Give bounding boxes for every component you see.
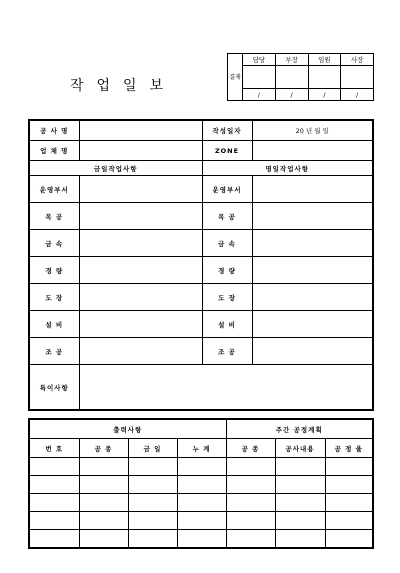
tomorrow-field[interactable] xyxy=(252,311,373,338)
table-row xyxy=(29,476,373,494)
row-label: 설 비 xyxy=(29,311,79,338)
today-field[interactable] xyxy=(79,203,202,230)
today-field[interactable] xyxy=(79,257,202,284)
table-cell[interactable] xyxy=(226,512,275,530)
table-row xyxy=(29,530,373,549)
row-label: 목 공 xyxy=(202,203,252,230)
table-cell[interactable] xyxy=(177,494,226,512)
tomorrow-field[interactable] xyxy=(252,203,373,230)
tomorrow-field[interactable] xyxy=(252,257,373,284)
output-header: 출력사항 xyxy=(29,419,226,439)
table-cell[interactable] xyxy=(29,494,79,512)
company-name-field[interactable] xyxy=(79,141,202,161)
approval-role: 담당 xyxy=(243,54,276,66)
special-notes-label: 특이사항 xyxy=(29,365,79,411)
zone-label: ZONE xyxy=(202,141,252,161)
row-label: 도 장 xyxy=(29,284,79,311)
signature-cell[interactable] xyxy=(243,66,276,89)
tomorrow-field[interactable] xyxy=(252,284,373,311)
table-cell[interactable] xyxy=(29,476,79,494)
column-header: 공 종 xyxy=(226,439,275,458)
tomorrow-field[interactable] xyxy=(252,338,373,365)
company-name-label: 업 체 명 xyxy=(29,141,79,161)
table-cell[interactable] xyxy=(275,494,325,512)
project-name-label: 공 사 명 xyxy=(29,120,79,141)
column-header: 금 일 xyxy=(128,439,177,458)
column-header: 누 계 xyxy=(177,439,226,458)
today-field[interactable] xyxy=(79,311,202,338)
table-cell[interactable] xyxy=(177,512,226,530)
approval-date[interactable]: / xyxy=(275,89,308,101)
today-work-header: 금일작업사항 xyxy=(29,161,202,176)
table-row xyxy=(29,458,373,476)
date-label: 작성일자 xyxy=(202,120,252,141)
signature-cell[interactable] xyxy=(341,66,374,89)
table-cell[interactable] xyxy=(275,512,325,530)
approval-date[interactable]: / xyxy=(341,89,374,101)
table-row xyxy=(29,494,373,512)
table-cell[interactable] xyxy=(128,530,177,549)
zone-field[interactable] xyxy=(252,141,373,161)
tomorrow-field[interactable] xyxy=(252,230,373,257)
row-label: 조 공 xyxy=(202,338,252,365)
table-cell[interactable] xyxy=(226,530,275,549)
table-cell[interactable] xyxy=(325,512,373,530)
table-cell[interactable] xyxy=(325,494,373,512)
row-label: 경 량 xyxy=(202,257,252,284)
approval-role: 부장 xyxy=(275,54,308,66)
column-header: 공 정 율 xyxy=(325,439,373,458)
table-cell[interactable] xyxy=(325,530,373,549)
row-label: 목 공 xyxy=(29,203,79,230)
table-cell[interactable] xyxy=(79,530,128,549)
table-cell[interactable] xyxy=(325,476,373,494)
table-cell[interactable] xyxy=(29,530,79,549)
row-label: 경 량 xyxy=(29,257,79,284)
table-cell[interactable] xyxy=(177,530,226,549)
tomorrow-field[interactable] xyxy=(252,176,373,203)
page-title: 작업일보 xyxy=(70,78,177,94)
row-label: 설 비 xyxy=(202,311,252,338)
table-cell[interactable] xyxy=(128,458,177,476)
table-cell[interactable] xyxy=(325,458,373,476)
approval-side-label: 결재 xyxy=(228,54,243,101)
approval-box xyxy=(227,53,374,101)
table-cell[interactable] xyxy=(226,458,275,476)
special-notes-field[interactable] xyxy=(79,365,373,411)
row-label: 운영부서 xyxy=(202,176,252,203)
table-cell[interactable] xyxy=(275,530,325,549)
table-cell[interactable] xyxy=(226,494,275,512)
date-field[interactable]: 20 년 월 일 xyxy=(252,120,373,141)
table-cell[interactable] xyxy=(79,494,128,512)
row-label: 금 속 xyxy=(29,230,79,257)
today-field[interactable] xyxy=(79,338,202,365)
tomorrow-work-header: 명일작업사항 xyxy=(202,161,373,176)
today-field[interactable] xyxy=(79,176,202,203)
table-cell[interactable] xyxy=(29,458,79,476)
table-cell[interactable] xyxy=(275,458,325,476)
table-cell[interactable] xyxy=(79,512,128,530)
approval-date[interactable]: / xyxy=(308,89,341,101)
approval-role: 임원 xyxy=(308,54,341,66)
table-cell[interactable] xyxy=(128,512,177,530)
table-row xyxy=(29,512,373,530)
table-cell[interactable] xyxy=(128,476,177,494)
approval-role: 사장 xyxy=(341,54,374,66)
approval-date[interactable]: / xyxy=(243,89,276,101)
work-log-table xyxy=(28,119,374,411)
today-field[interactable] xyxy=(79,230,202,257)
column-header: 번 호 xyxy=(29,439,79,458)
row-label: 운영부서 xyxy=(29,176,79,203)
row-label: 조 공 xyxy=(29,338,79,365)
project-name-field[interactable] xyxy=(79,120,202,141)
table-cell[interactable] xyxy=(128,494,177,512)
row-label: 도 장 xyxy=(202,284,252,311)
table-cell[interactable] xyxy=(79,458,128,476)
table-cell[interactable] xyxy=(79,476,128,494)
column-header: 공 종 xyxy=(79,439,128,458)
signature-cell[interactable] xyxy=(308,66,341,89)
table-cell[interactable] xyxy=(29,512,79,530)
today-field[interactable] xyxy=(79,284,202,311)
column-header: 공사내용 xyxy=(275,439,325,458)
weekly-plan-header: 주간 공정계획 xyxy=(226,419,373,439)
table-cell[interactable] xyxy=(177,458,226,476)
signature-cell[interactable] xyxy=(275,66,308,89)
table-cell[interactable] xyxy=(275,476,325,494)
row-label: 금 속 xyxy=(202,230,252,257)
table-cell[interactable] xyxy=(177,476,226,494)
table-cell[interactable] xyxy=(226,476,275,494)
output-schedule-table xyxy=(28,418,374,549)
